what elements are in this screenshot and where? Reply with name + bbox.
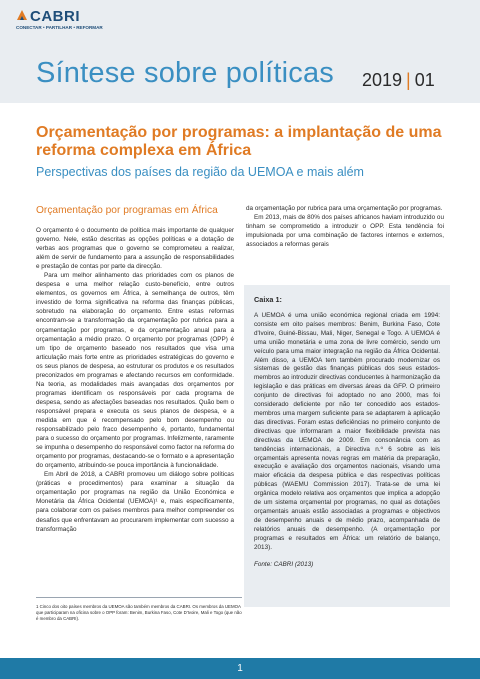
right-column	[246, 204, 444, 249]
box-source: Fonte: CABRI (2013)	[254, 561, 314, 569]
box-title: Caixa 1:	[254, 295, 282, 304]
body-paragraph: Em 2013, mais de 80% dos países africanos haviam introduzido ou tinham se comprometido a introduzir o OPP. Esta tendência foi impulsionada por uma combinação de factores internos e externos, associados a reformas gerais	[246, 214, 444, 249]
page-number: 1	[237, 663, 243, 674]
issue-year: 2019	[362, 70, 403, 90]
logo-tagline: CONECTAR • PARTILHAR • REFORMAR	[16, 25, 103, 30]
body-paragraph: Em Abril de 2018, a CABRI promoveu um diálogo sobre políticas (práticas e procedimentos) para examinar a situação da orçamentação por programas na região da União Económica e Monetária da África Ocidental (UEMOA)¹ e, mais especificamente, para colaborar com os países membros para melhor compreender os desafios que enfrentavam ao procurarem implementar com sucesso a transformação	[36, 471, 234, 533]
publication-title: Síntese sobre políticas	[36, 57, 334, 89]
info-box	[244, 285, 450, 607]
logo-mark-icon	[16, 9, 28, 21]
issue-number: 01	[414, 70, 435, 90]
box-paragraph: A UEMOA é uma união económica regional criada em 1994: consiste em oito países membros: Benim, Burkina Faso, Cote d'Ivoire, Guiné-Bissau, Mali, Niger, Senegal e Togo. A UEMOA é uma união monetária e uma zona de livre comércio, sendo um veículo para uma maior integração na região da África Ocidental. Além disso, a UEMOA tem também procurado modernizar os sistemas de gestão das finanças públicas dos seus estados-membros ao introduzir directivas conducentes à harmonização da legislação e das práticas em diversas áreas da GFP. O primeiro conjunto de directivas foi adoptado no ano 2000, mas foi considerado deficiente por não ter concedido aos estados-membros uma margem suficiente para se adaptarem à aplicação das directivas. Foram estas deficiências no primeiro conjunto de directivas que informaram a maior flexibilidade prevista nas directivas da UEMOA de 2009. Em consonância com as tendências internacionais, a Directiva n.º 6 sobre as leis orçamentais apresenta novas regras em matéria da preparação, execução e avaliação dos orçamentos nacionais, visando uma maior eficácia da despesa pública e das respectivas políticas públicas (WAEMU Commission 2017). Trata-se de uma lei orgânica modelo relativa aos orçamentos que implica a adopção de um sistema orçamental por programas, no qual as dotações orçamentais anuais estão associadas a programas e objectivos de desempenho anuais e de médio prazo, acompanhada de relatórios anuais de desempenho. (A orçamentação por programas e resultados em África: um relatório de balanço, 2013).	[254, 312, 440, 551]
section-heading: Orçamentação por programas em África	[36, 205, 218, 216]
page-footer	[0, 658, 480, 679]
page-header	[0, 0, 480, 103]
left-column	[36, 205, 234, 534]
article-title: Orçamentação por programas: a implantação de uma reforma complexa em África	[36, 124, 442, 159]
body-paragraph: O orçamento é o documento de política mais importante de qualquer governo. Nele, estão descritas as opções políticas e a dotação de verbas aos programas que o governo se comprometeu a realizar, além de servir de fundamento para a assunção de responsabilidades e prestação de contas por parte da direcção.	[36, 227, 234, 271]
body-paragraph: da orçamentação por rubrica para uma orçamentação por programas.	[246, 205, 443, 212]
body-paragraph: Para um melhor alinhamento das prioridades com os planos de despesa e uma melhor relação custo-benefício, entre outros elementos, os governos em África, à semelhança de outros, têm investido de forma significativa na reforma das finanças públicas, sobretudo na elaboração do orçamento. Entre estas reformas encontram-se a transformação da orçamentação por rubrica para a orçamentação por programas, e da orçamentação anual para a orçamentação a médio prazo. O orçamento por programas (OPP) é um tipo de orçamento baseado nos resultados que visa uma articulação mais forte entre as prioridades estratégicas do governo e os seus planos de despesa, ao estruturar os produtos e os resultados preconizados em programas e afectando recursos em conformidade. Na teoria, as modalidades mais avançadas dos orçamentos por programas identificam os responsáveis por cada programa de despesa, sendo as afectações baseadas nos resultados. Quão bem o responsável prepara e executa os seus planos de despesa, e a medida em que é recompensado pelo bom desempenho ou responsabilizado pelo fraco desempenho é, portanto, fundamental para o sucesso do orçamento por programas. Infelizmente, raramente se impunha o desempenho do responsável como factor na reforma do orçamento por programas, destacando-se o formato e a apresentação do orçamento, atribuindo-se pouca importância à funcionalidade.	[36, 272, 234, 470]
issue-label	[362, 70, 435, 91]
logo-wordmark: CABRI	[30, 8, 80, 25]
issue-separator: |	[406, 70, 411, 90]
article-subtitle: Perspectivas dos países da região da UEMOA e mais além	[36, 165, 364, 179]
footnote: 1 Cinco dos oito países membros da UEMOA são também membros da CABRI. Os membros da UEMOA que participaram na oficina sobre o OPP foram: Benim, Burkina Faso, Cote D'Ivoire, Mali e Togo (que não é membro da CABRI).	[36, 597, 242, 622]
